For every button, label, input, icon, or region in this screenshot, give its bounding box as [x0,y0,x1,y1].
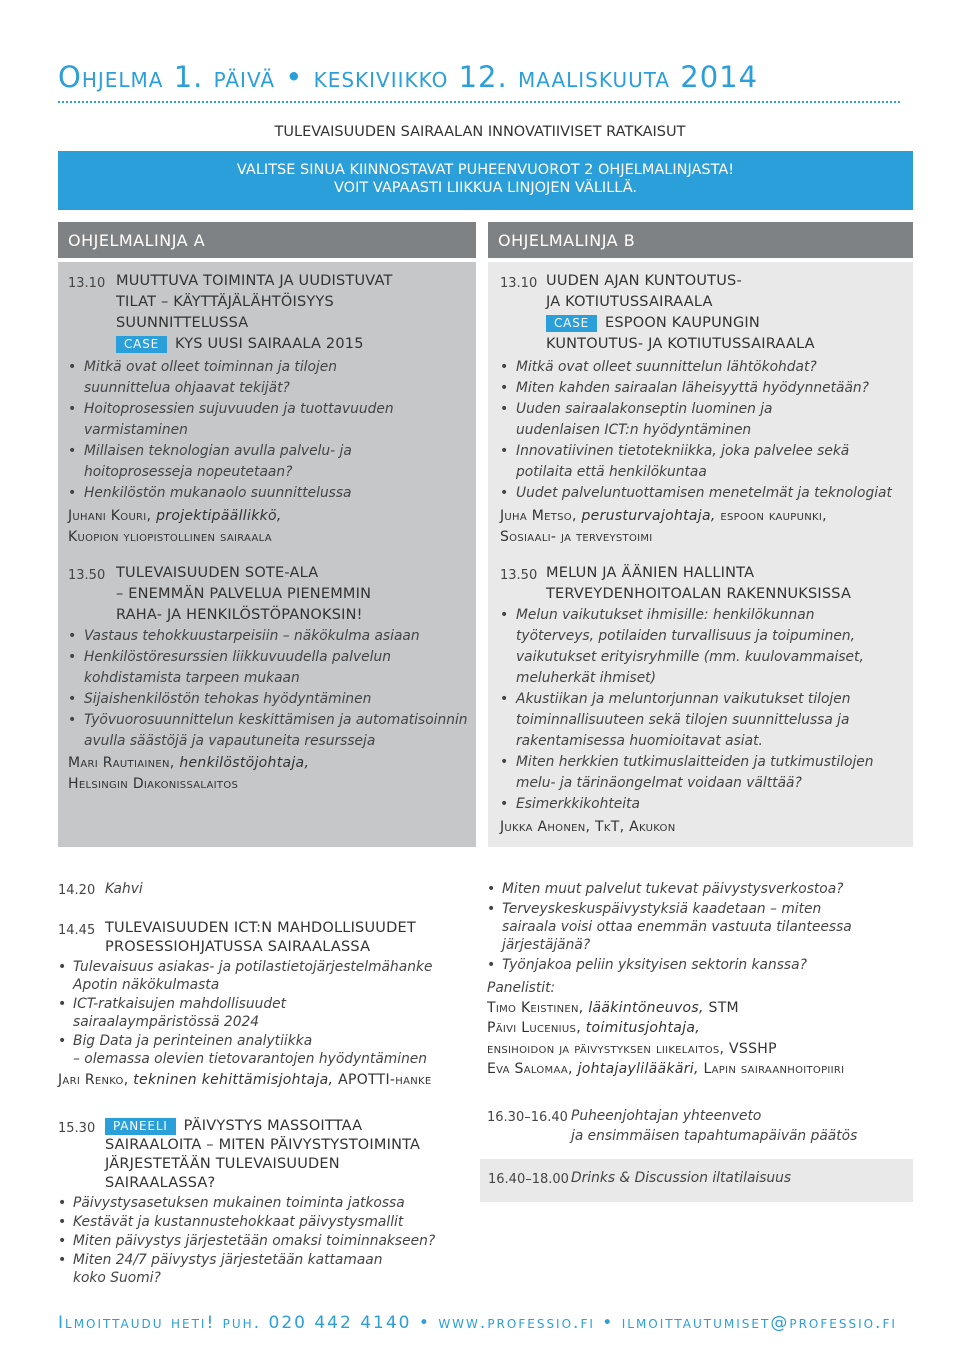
session-title-line: RAHA- JA HENKILÖSTÖPANOKSIN! [116,607,363,623]
bullet-item: • Miten päivystys järjestetään omaksi toiminnakseen? [58,1233,436,1249]
bullet-dot: • [500,485,509,501]
bullet-item: • Esimerkkikohteita [500,796,640,812]
speaker-name: Jukka Ahonen, [500,819,591,835]
panelist-role: johtajaylilääkäri, [577,1061,699,1077]
bullet-continuation: toiminnallisuuteen sekä tilojen suunnittelussa ja [516,712,850,728]
panel-tag: PANEELI [105,1118,176,1135]
case-title: ESPOON KAUPUNGIN [605,315,760,331]
bullet-dot: • [500,754,509,770]
bullet-dot: • [500,443,509,459]
bullet-dot: • [58,1195,67,1211]
bullet-dot: • [68,485,77,501]
bullet-item: • Vastaus tehokkuustarpeisiin – näkökulma asiaan [68,628,420,644]
bullet-continuation: suunnittelua ohjaavat tekijät? [84,380,290,396]
bullet-item: • Miten herkkien tutkimuslaitteiden ja tutkimustilojen [500,754,874,770]
panel-title-line [105,1117,362,1135]
closing-label-line2: ja ensimmäisen tapahtumapäivän päätös [571,1128,858,1144]
panelist-role: lääkintöneuvos, [588,1000,704,1016]
session-time: 13.50 [500,568,538,583]
banner-line-2: VOIT VAPAASTI LIIKKUA LINJOJEN VÄLILLÄ. [334,180,637,196]
bullet-dot: • [68,691,77,707]
bullet-dot: • [58,1233,67,1249]
column-b-panel [488,262,913,847]
session-time: 16.40–18.00 [488,1172,569,1187]
bullet-item: • Kestävät ja kustannustehokkaat päivystysmallit [58,1214,404,1230]
bullet-item: • Melun vaikutukset ihmisille: henkilökunnan [500,607,815,623]
bullet-dot: • [487,957,496,973]
speaker-line [68,507,282,525]
bullet-dot: • [68,628,77,644]
panelist-org: ensihoidon ja päivystyksen liikelaitos, [487,1041,725,1057]
bullet-dot: • [58,959,67,975]
session-title-line: TULEVAISUUDEN ICT:N MAHDOLLISUUDET [105,920,416,936]
speaker-role: tekninen kehittämisjohtaja, [133,1072,334,1088]
session-title-line: JA KOTIUTUSSAIRAALA [546,294,713,310]
bullet-dot: • [58,1033,67,1049]
bullet-continuation: työterveys, potilaiden turvallisuus ja toipuminen, [516,628,855,644]
bullet-dot: • [68,443,77,459]
panelist-2 [487,1019,700,1037]
bullet-item: • Millaisen teknologian avulla palvelu- ja [68,443,352,459]
bullet-item: • Mitkä ovat olleet suunnittelun lähtökohdat? [500,359,817,375]
bullet-continuation: kohdistamista tarpeen mukaan [84,670,300,686]
bullet-item: • Tulevaisuus asiakas- ja potilastietojärjestelmähanke [58,959,433,975]
case-line [546,314,760,332]
panelist-name: Eva Salomaa, [487,1061,573,1077]
speaker-org: APOTTI-hanke [338,1072,432,1088]
banner-line-1: VALITSE SINUA KIINNOSTAVAT PUHEENVUOROT 2 OHJELMALINJASTA! [236,162,735,178]
bullet-continuation: potilaita että henkilökuntaa [516,464,707,480]
bullet-continuation: uudenlaisen ICT:n hyödyntäminen [516,422,752,438]
bullet-continuation: hoitoprosesseja nopeutetaan? [84,464,293,480]
page-title: Ohjelma 1. päivä • keskiviikko 12. maaliskuuta 2014 [58,60,759,94]
event-subtitle: TULEVAISUUDEN SAIRAALAN INNOVATIIVISET RATKAISUT [274,124,686,140]
bullet-dot: • [58,1252,67,1268]
session-title-line: MUUTTUVA TOIMINTA JA UUDISTUVAT [116,273,393,289]
speaker-org: Akukon [629,819,676,835]
bullet-item: • Työvuorosuunnittelun keskittämisen ja automatisoinnin [68,712,468,728]
bullet-item: • Akustiikan ja meluntorjunnan vaikutukset tilojen [500,691,851,707]
speaker-role: perusturvajohtaja, [581,508,716,524]
session-title-line: UUDEN AJAN KUNTOUTUS- [546,273,742,289]
coffee-label: Kahvi [105,881,143,897]
bullet-item: • Uudet palveluntuottamisen menetelmät ja teknologiat [500,485,892,501]
session-title-line: TERVEYDENHOITOALAN RAKENNUKSISSA [546,586,852,602]
session-time: 15.30 [58,1121,96,1136]
panelist-1 [487,999,739,1017]
bullet-item: • Hoitoprosessien sujuvuuden ja tuottavuuden [68,401,394,417]
session-time: 13.10 [68,276,106,291]
session-title-line: MELUN JA ÄÄNIEN HALLINTA [546,565,755,581]
bullet-continuation: meluherkät ihmiset) [516,670,656,686]
bullet-item: • Terveyskeskuspäivystyksiä kaadetaan – miten [487,901,822,917]
bullet-continuation: rakentamisessa huomioitavat asiat. [516,733,763,749]
speaker-role: TkT, [595,819,625,835]
bullet-item: • ICT-ratkaisujen mahdollisuudet [58,996,287,1012]
session-title-line: TULEVAISUUDEN SOTE-ALA [116,565,319,581]
session-title-line: SUUNNITTELUSSA [116,315,249,331]
coffee-time: 14.20 [58,883,96,898]
speaker-org: Helsingin Diakonissalaitos [68,776,239,792]
bullet-continuation: Apotin näkökulmasta [73,977,220,993]
bullet-continuation: melu- ja tärinäongelmat voidaan välttää? [516,775,802,791]
session-time: 14.45 [58,923,96,938]
info-banner [58,151,913,210]
panelist-name: Timo Keistinen, [487,1000,584,1016]
session-title-line: KUNTOUTUS- JA KOTIUTUSSAIRAALA [546,336,815,352]
column-b-header: OHJELMALINJA B [488,222,913,258]
session-time: 16.30–16.40 [487,1110,568,1125]
case-tag: CASE [116,336,167,353]
bullet-continuation: vaikutukset erityisryhmille (mm. kuulovammaiset, [516,649,864,665]
panelist-org: STM [708,1000,739,1016]
bullet-item: • Päivystysasetuksen mukainen toiminta jatkossa [58,1195,405,1211]
panelist-name: Päivi Lucenius, [487,1020,581,1036]
bullet-dot: • [487,901,496,917]
speaker-line [58,1071,431,1089]
bullet-dot: • [500,359,509,375]
panelist-2-org [487,1040,777,1058]
bullet-item: • Uuden sairaalakonseptin luominen ja [500,401,773,417]
speaker-role: henkilöstöjohtaja, [179,755,310,771]
session-title-line: PÄIVYSTYS MASSOITTAA [183,1118,363,1134]
column-a-header: OHJELMALINJA A [58,222,476,258]
bullet-continuation: sairaala voisi ottaa enemmän vastuuta tilanteessa [502,919,852,935]
registration-footer: Ilmoittaudu heti! puh. 020 442 4140 • www.professio.fi • ilmoittautumiset@professio.fi [58,1313,897,1333]
bullet-continuation: järjestäjänä? [502,937,591,953]
bullet-dot: • [68,401,77,417]
bullet-item: • Henkilöstön mukanaolo suunnittelussa [68,485,352,501]
bullet-item: • Miten kahden sairaalan läheisyyttä hyödynnetään? [500,380,869,396]
bullet-dot: • [58,996,67,1012]
bullet-dot: • [68,712,77,728]
bullet-continuation: avulla säästöjä ja vapautuneita resursseja [84,733,376,749]
bullet-continuation: koko Suomi? [73,1270,161,1286]
bullet-dot: • [58,1214,67,1230]
drinks-label: Drinks & Discussion iltatilaisuus [571,1170,792,1186]
bullet-continuation: – olemassa olevien tietovarantojen hyödyntäminen [73,1051,428,1067]
panelist-role: toimitusjohtaja, [585,1020,700,1036]
speaker-name: Juha Metso, [500,508,577,524]
speaker-org: Sosiaali- ja terveystoimi [500,529,653,545]
bullet-dot: • [500,380,509,396]
session-title-line: SAIRAALASSA? [105,1175,216,1191]
drinks-box [480,1159,913,1202]
column-a-panel [58,262,476,847]
closing-label: Puheenjohtajan yhteenveto [571,1108,762,1124]
session-time: 13.10 [500,276,538,291]
bullet-item: • Mitkä ovat olleet toiminnan ja tilojen [68,359,337,375]
bullet-dot: • [68,649,77,665]
session-title-line: TILAT – KÄYTTÄJÄLÄHTÖISYYS [116,294,334,310]
speaker-org: espoon kaupunki, [720,508,827,524]
speaker-name: Juhani Kouri, [68,508,152,524]
speaker-line [500,507,827,525]
bullet-item: • Miten muut palvelut tukevat päivystysverkostoa? [487,881,844,897]
speaker-line [500,818,675,836]
panelists-label: Panelistit: [487,980,556,996]
bullet-dot: • [500,607,509,623]
panelist-org: VSSHP [729,1041,777,1057]
bullet-dot: • [500,691,509,707]
speaker-org: Kuopion yliopistollinen sairaala [68,529,272,545]
session-title-line: – ENEMMÄN PALVELUA PIENEMMIN [116,586,372,602]
bullet-dot: • [500,401,509,417]
panelist-3 [487,1060,844,1078]
speaker-line [68,754,309,772]
session-title-line: SAIRAALOITA – MITEN PÄIVYSTYSTOIMINTA [105,1137,421,1153]
bullet-item: • Työnjakoa peliin yksityisen sektorin kanssa? [487,957,807,973]
bullet-item: • Henkilöstöresurssien liikkuvuudella palvelun [68,649,391,665]
speaker-name: Jari Renko, [58,1072,129,1088]
speaker-role: projektipäällikkö, [156,508,282,524]
session-title-line: PROSESSIOHJATUSSA SAIRAALASSA [105,939,371,955]
title-divider [58,101,900,103]
speaker-name: Mari Rautiainen, [68,755,175,771]
bullet-continuation: varmistaminen [84,422,188,438]
bullet-item: • Sijaishenkilöstön tehokas hyödyntäminen [68,691,372,707]
bullet-dot: • [487,881,496,897]
session-time: 13.50 [68,568,106,583]
bullet-dot: • [68,359,77,375]
bullet-dot: • [500,796,509,812]
case-line [116,335,364,353]
bullet-item: • Big Data ja perinteinen analytiikka [58,1033,313,1049]
panelist-org: Lapin sairaanhoitopiiri [703,1061,845,1077]
session-title-line: JÄRJESTETÄÄN TULEVAISUUDEN [105,1156,340,1172]
case-tag: CASE [546,315,597,332]
bullet-item: • Innovatiivinen tietotekniikka, joka palvelee sekä [500,443,850,459]
case-title: KYS UUSI SAIRAALA 2015 [175,336,364,352]
bullet-item: • Miten 24/7 päivystys järjestetään kattamaan [58,1252,383,1268]
bullet-continuation: sairaalaympäristössä 2024 [73,1014,260,1030]
